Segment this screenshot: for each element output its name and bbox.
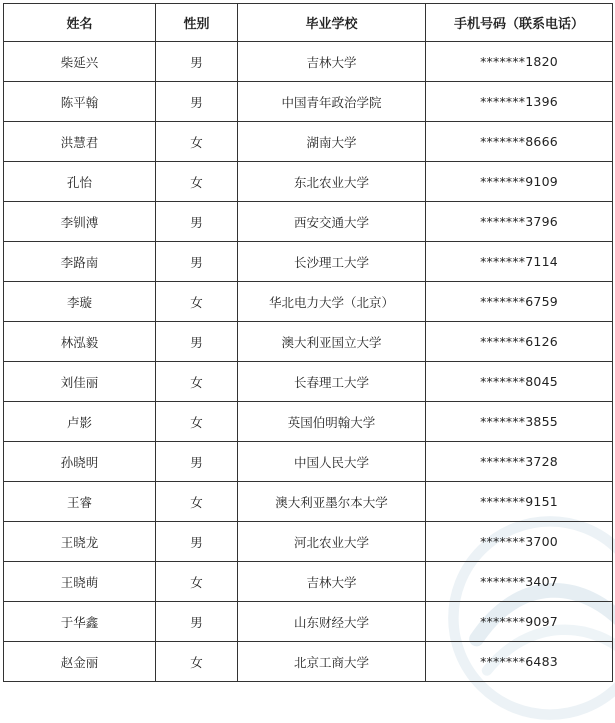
cell-school: 长沙理工大学: [238, 242, 426, 282]
cell-gender: 男: [156, 202, 238, 242]
cell-gender: 女: [156, 402, 238, 442]
cell-gender: 男: [156, 42, 238, 82]
cell-phone: *******9097: [426, 602, 613, 642]
cell-school: 吉林大学: [238, 42, 426, 82]
cell-school: 澳大利亚墨尔本大学: [238, 482, 426, 522]
cell-gender: 女: [156, 122, 238, 162]
cell-gender: 男: [156, 442, 238, 482]
table-row: [4, 602, 613, 642]
table-body: [4, 42, 613, 682]
cell-school: 北京工商大学: [238, 642, 426, 682]
cell-phone: *******3855: [426, 402, 613, 442]
cell-name: 林泓毅: [4, 322, 156, 362]
cell-school: 中国青年政治学院: [238, 82, 426, 122]
cell-phone: *******3728: [426, 442, 613, 482]
cell-gender: 女: [156, 482, 238, 522]
cell-school: 中国人民大学: [238, 442, 426, 482]
cell-name: 卢影: [4, 402, 156, 442]
cell-gender: 女: [156, 162, 238, 202]
table-row: [4, 482, 613, 522]
table-row: [4, 282, 613, 322]
cell-name: 刘佳丽: [4, 362, 156, 402]
table-row: [4, 642, 613, 682]
cell-phone: *******6126: [426, 322, 613, 362]
header-name: 姓名: [4, 4, 156, 42]
cell-school: 吉林大学: [238, 562, 426, 602]
cell-school: 河北农业大学: [238, 522, 426, 562]
cell-phone: *******1820: [426, 42, 613, 82]
cell-phone: *******1396: [426, 82, 613, 122]
cell-gender: 女: [156, 362, 238, 402]
cell-phone: *******3796: [426, 202, 613, 242]
cell-name: 李璇: [4, 282, 156, 322]
table-row: [4, 362, 613, 402]
table-row: [4, 122, 613, 162]
cell-name: 李钏溥: [4, 202, 156, 242]
cell-phone: *******6483: [426, 642, 613, 682]
cell-phone: *******7114: [426, 242, 613, 282]
cell-name: 赵金丽: [4, 642, 156, 682]
table-row: [4, 42, 613, 82]
cell-school: 澳大利亚国立大学: [238, 322, 426, 362]
cell-name: 王晓萌: [4, 562, 156, 602]
cell-name: 王睿: [4, 482, 156, 522]
cell-school: 东北农业大学: [238, 162, 426, 202]
cell-gender: 男: [156, 82, 238, 122]
table-row: [4, 562, 613, 602]
roster-table: [3, 3, 613, 682]
cell-name: 李路南: [4, 242, 156, 282]
cell-gender: 男: [156, 602, 238, 642]
header-phone: 手机号码（联系电话）: [426, 4, 613, 42]
table-row: [4, 242, 613, 282]
cell-school: 湖南大学: [238, 122, 426, 162]
cell-name: 洪慧君: [4, 122, 156, 162]
cell-name: 孔怡: [4, 162, 156, 202]
cell-phone: *******9151: [426, 482, 613, 522]
header-row: [4, 4, 613, 42]
cell-name: 于华鑫: [4, 602, 156, 642]
cell-phone: *******3407: [426, 562, 613, 602]
cell-phone: *******8045: [426, 362, 613, 402]
cell-gender: 男: [156, 242, 238, 282]
cell-phone: *******3700: [426, 522, 613, 562]
cell-name: 孙晓明: [4, 442, 156, 482]
cell-name: 柴延兴: [4, 42, 156, 82]
cell-phone: *******9109: [426, 162, 613, 202]
cell-school: 华北电力大学（北京）: [238, 282, 426, 322]
cell-phone: *******6759: [426, 282, 613, 322]
table-row: [4, 402, 613, 442]
cell-gender: 女: [156, 562, 238, 602]
table-row: [4, 322, 613, 362]
cell-school: 山东财经大学: [238, 602, 426, 642]
cell-name: 陈平翰: [4, 82, 156, 122]
cell-gender: 女: [156, 642, 238, 682]
header-gender: 性别: [156, 4, 238, 42]
cell-gender: 男: [156, 322, 238, 362]
cell-phone: *******8666: [426, 122, 613, 162]
cell-school: 英国伯明翰大学: [238, 402, 426, 442]
cell-gender: 女: [156, 282, 238, 322]
table-row: [4, 522, 613, 562]
header-school: 毕业学校: [238, 4, 426, 42]
table-row: [4, 202, 613, 242]
cell-gender: 男: [156, 522, 238, 562]
table-row: [4, 82, 613, 122]
cell-name: 王晓龙: [4, 522, 156, 562]
table-row: [4, 162, 613, 202]
table-header: [4, 4, 613, 42]
table-row: [4, 442, 613, 482]
cell-school: 长春理工大学: [238, 362, 426, 402]
cell-school: 西安交通大学: [238, 202, 426, 242]
